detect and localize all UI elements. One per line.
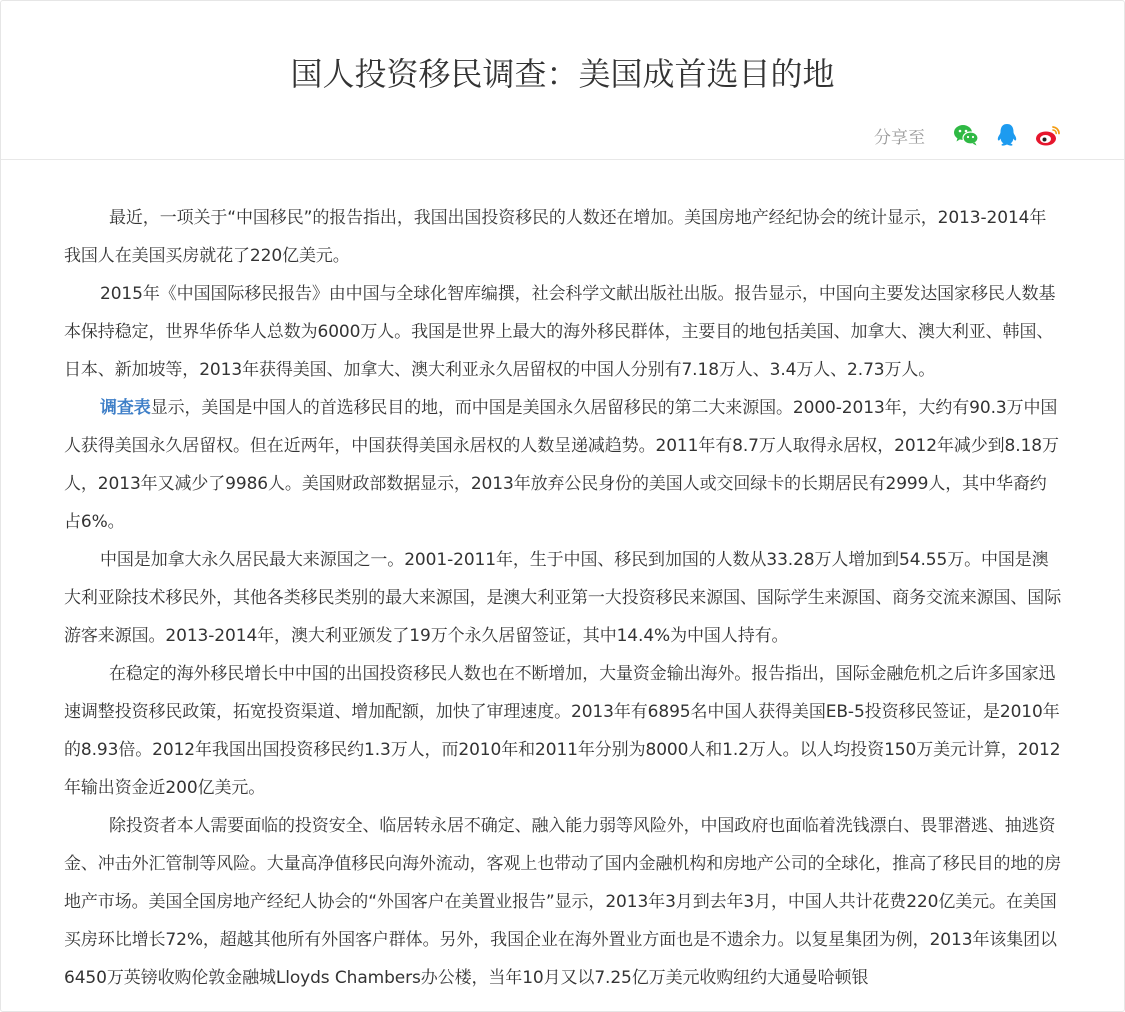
paragraph-4: 中国是加拿大永久居民最大来源国之一。2001-2011年，生于中国、移民到加国的人数从33.28万人增加到54.55万。中国是澳大利亚除技术移民外，其他各类移民类别的最大来源国，是澳大利亚第一大投资移民来源国、国际学生来源国、商务交流来源国、国际游客来源国。2013-2014年，澳大利亚颁发了19万个永久居留签证，其中14.4%为中国人持有。 bbox=[64, 550, 1062, 646]
survey-link[interactable]: 调查表 bbox=[100, 398, 151, 418]
article-body bbox=[64, 199, 1062, 997]
paragraph-6: 除投资者本人需要面临的投资安全、临居转永居不确定、融入能力弱等风险外，中国政府也面临着洗钱漂白、畏罪潜逃、抽逃资金、冲击外汇管制等风险。大量高净值移民向海外流动，客观上也带动了国内金融机构和房地产公司的全球化，推高了移民目的地的房地产市场。美国全国房地产经纪人协会的“外国客户在美置业报告”显示，2013年3月到去年3月，中国人共计花费220亿美元。在美国买房环比增长72%，超越其他所有外国客户群体。另外，我国企业在海外置业方面也是不遗余力。以复星集团为例，2013年该集团以6450万英镑收购伦敦金融城Lloyds Chambers办公楼，当年10月又以7.25亿万美元收购纽约大通曼哈顿银 bbox=[64, 816, 1062, 988]
qq-icon[interactable] bbox=[993, 121, 1021, 149]
share-bar bbox=[874, 119, 1062, 151]
paragraph-1: 最近，一项关于“中国移民”的报告指出，我国出国投资移民的人数还在增加。美国房地产经纪协会的统计显示，2013-2014年我国人在美国买房就花了220亿美元。 bbox=[64, 208, 1047, 266]
article-title: 国人投资移民调查：美国成首选目的地 bbox=[290, 55, 835, 93]
paragraph-2: 2015年《中国国际移民报告》由中国与全球化智库编撰，社会科学文献出版社出版。报告显示，中国向主要发达国家移民人数基本保持稳定，世界华侨华人总数为6000万人。我国是世界上最大的海外移民群体，主要目的地包括美国、加拿大、澳大利亚、韩国、日本、新加坡等，2013年获得美国、加拿大、澳大利亚永久居留权的中国人分别有7.18万人、3.4万人、2.73万人。 bbox=[64, 284, 1056, 380]
weibo-icon[interactable] bbox=[1034, 121, 1062, 149]
article-header bbox=[1, 1, 1124, 160]
paragraph-3-text: 显示，美国是中国人的首选移民目的地，而中国是美国永久居留移民的第二大来源国。2000-2013年，大约有90.3万中国人获得美国永久居留权。但在近两年，中国获得美国永居权的人数呈递减趋势。2011年有8.7万人取得永居权，2012年减少到8.18万人，2013年又减少了9986人。美国财政部数据显示，2013年放弃公民身份的美国人或交回绿卡的长期居民有2999人，其中华裔约占6%。 bbox=[64, 398, 1059, 532]
wechat-icon[interactable] bbox=[952, 121, 980, 149]
paragraph-3 bbox=[64, 389, 1062, 541]
share-label: 分享至 bbox=[874, 127, 925, 148]
paragraph-5: 在稳定的海外移民增长中中国的出国投资移民人数也在不断增加，大量资金输出海外。报告指出，国际金融危机之后许多国家迅速调整投资移民政策，拓宽投资渠道、增加配额，加快了审理速度。2013年有6895名中国人获得美国EB-5投资移民签证，是2010年的8.93倍。2012年我国出国投资移民约1.3万人，而2010年和2011年分别为8000人和1.2万人。以人均投资150万美元计算，2012年输出资金近200亿美元。 bbox=[64, 664, 1061, 798]
